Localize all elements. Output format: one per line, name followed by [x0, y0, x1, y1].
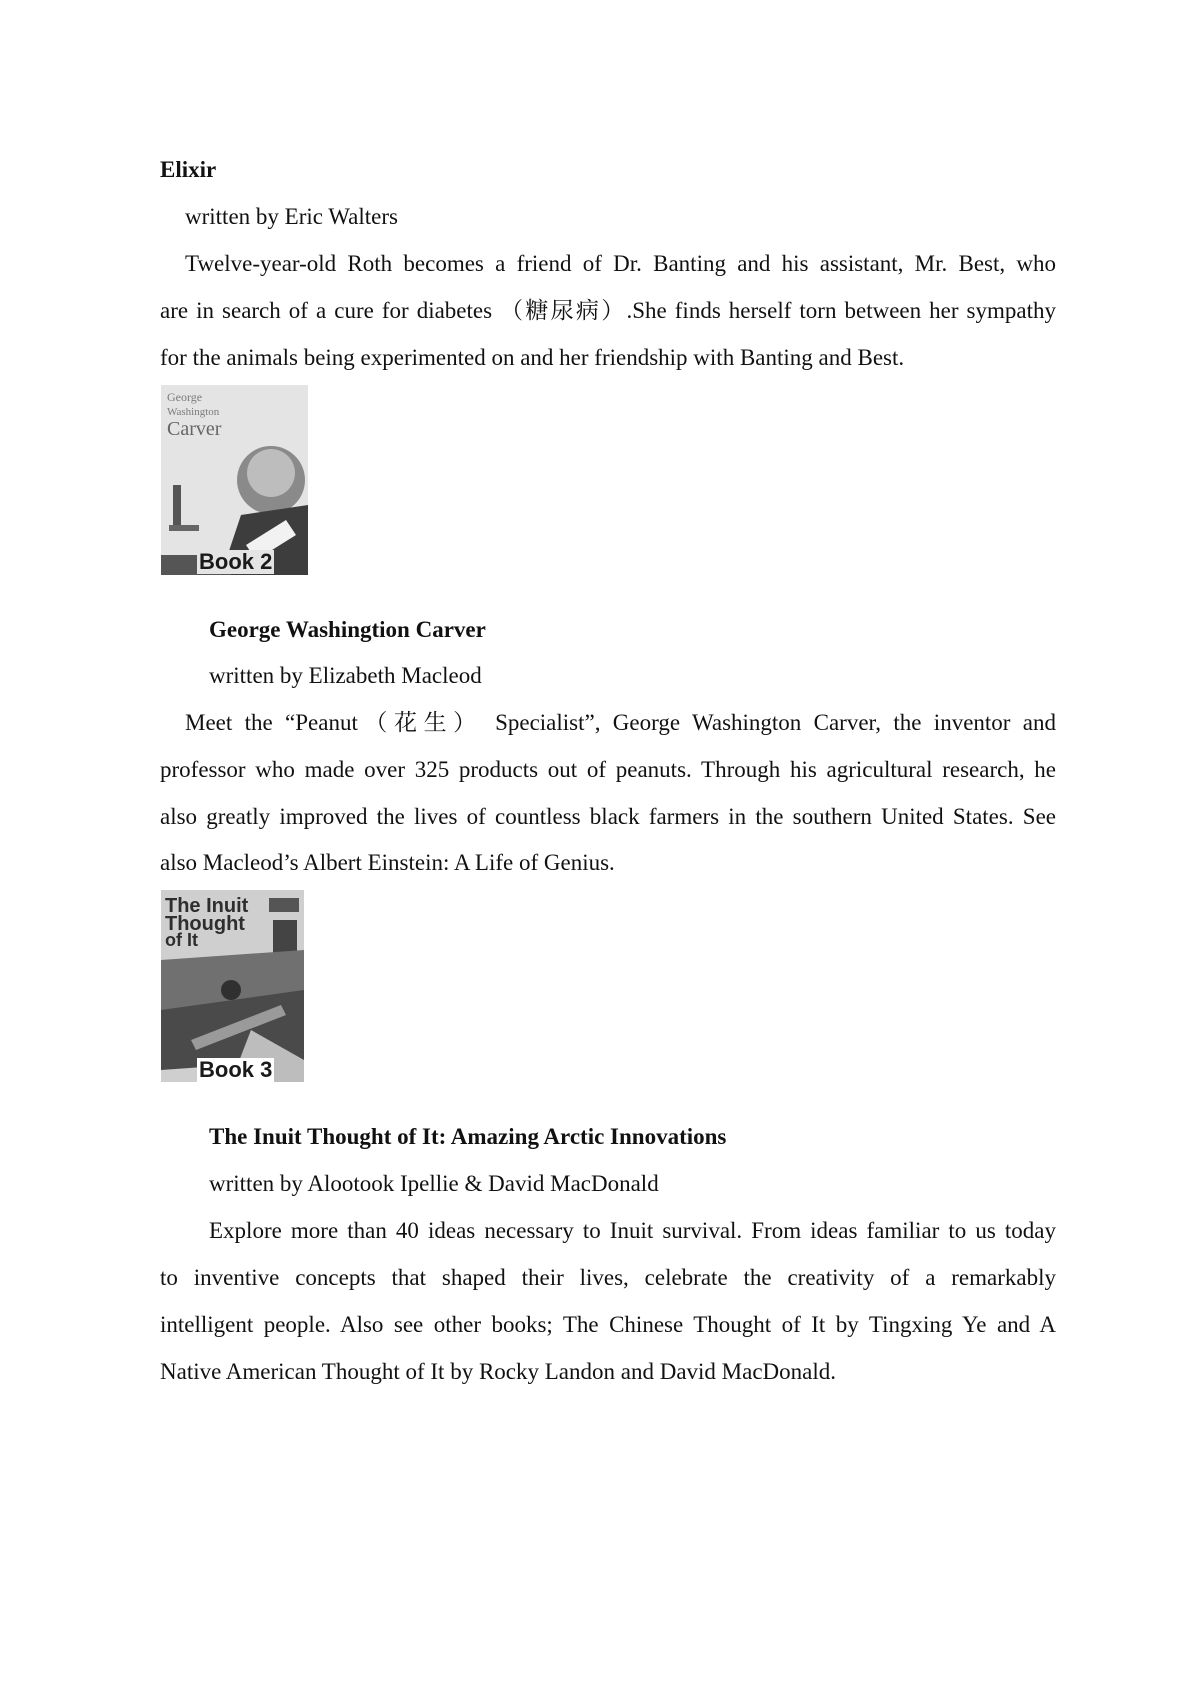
book-3-label: Book 3 [199, 1057, 273, 1082]
book-3-cover-art [161, 890, 304, 1082]
book-2-cover-image [161, 385, 308, 575]
cover-text: Carver [167, 418, 222, 440]
book-3-desc-line: Native American Thought of It by Rocky Landon and David MacDonald. [160, 1359, 836, 1384]
cover-text: The Inuit [165, 895, 249, 917]
book-3-desc-line: intelligent people. Also see other books; The Chinese Thought of It by Tingxing Ye and A [160, 1312, 1056, 1337]
book-2-title: George Washingtion Carver [209, 617, 486, 642]
book-1-desc-line: for the animals being experimented on and her friendship with Banting and Best. [160, 345, 905, 370]
book-1-author: written by Eric Walters [185, 204, 398, 229]
book-3-desc-line: Explore more than 40 ideas necessary to Inuit survival. From ideas familiar to us today [209, 1218, 1056, 1243]
cover-text: George [167, 390, 203, 404]
book-3-cover-image [161, 890, 304, 1082]
cover-text: Thought [165, 913, 245, 935]
book-2-label: Book 2 [199, 549, 273, 574]
book-2-author: written by Elizabeth Macleod [209, 663, 482, 688]
book-2-desc-line: professor who made over 325 products out of peanuts. Through his agricultural research, he [160, 757, 1056, 782]
book-3-desc-line: to inventive concepts that shaped their lives, celebrate the creativity of a remarkably [160, 1265, 1056, 1290]
book-2-cover-art [161, 385, 308, 575]
book-2-desc-line: Meet the “Peanut（花生） Specialist”, George Washington Carver, the inventor and [185, 710, 1056, 735]
book-2-desc-line: also Macleod’s Albert Einstein: A Life of Genius. [160, 850, 615, 875]
book-3-title: The Inuit Thought of It: Amazing Arctic Innovations [209, 1124, 727, 1149]
book-1-desc-line: are in search of a cure for diabetes （糖尿病）.She finds herself torn between her sympathy [160, 298, 1056, 323]
book-1-title: Elixir [160, 157, 217, 182]
book-1-desc-line: Twelve-year-old Roth becomes a friend of Dr. Banting and his assistant, Mr. Best, who [185, 251, 1056, 276]
book-3-author: written by Alootook Ipellie & David MacDonald [209, 1171, 659, 1196]
book-2-desc-line: also greatly improved the lives of countless black farmers in the southern United States. See [160, 804, 1056, 829]
cover-text: Washington [167, 406, 220, 418]
cover-text: of It [165, 930, 198, 950]
